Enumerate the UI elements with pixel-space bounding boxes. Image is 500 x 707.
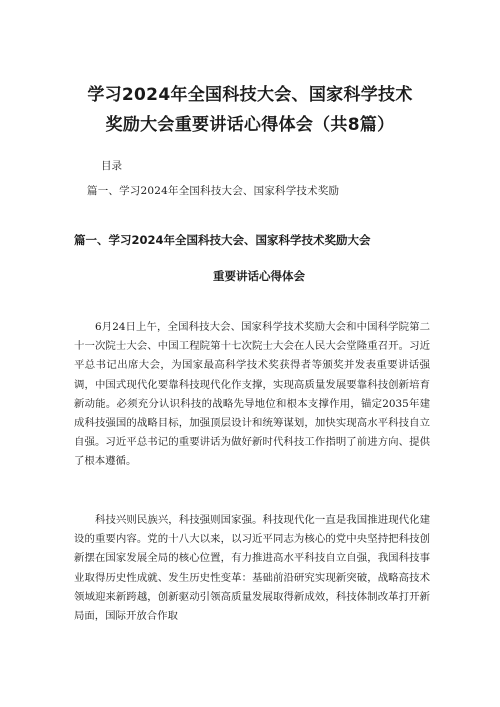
toc-item-1[interactable]: 篇一、学习2024年全国科技大会、国家科学技术奖励 xyxy=(87,185,340,197)
section-heading-line-1: 篇一、学习2024年全国科技大会、国家科学技术奖励大会 xyxy=(74,233,371,247)
body-paragraph-1: 6月24日上午，全国科技大会、国家科学技术奖励大会和中国科学院第二十一次院士大会、中国工程院第十七次院士大会在人民大会堂隆重召开。习近平总书记出席大会，为国家最高科学技术奖获得者等颁奖并发表重要讲话强调，中国式现代化要靠科技现代化作支撑，实现高质量发展要靠科技创新培育新动能。必须充分认识科技的战略先导地位和根本支撑作用，锚定2035年建成科技强国的战略目标，加强顶层设计和统筹谋划，加快实现高水平科技自立自强。习近平总书记的重要讲话为做好新时代科技工作指明了前进方向、提供了根本遵循。 xyxy=(74,321,430,468)
body-paragraph-2: 科技兴则民族兴，科技强则国家强。科技现代化一直是我国推进现代化建设的重要内容。党的十八大以来，以习近平同志为核心的党中央坚持把科技创新摆在国家发展全局的核心位置，有力推进高水平科技自立自强，我国科技事业取得历史性成就、发生历史性变革：基础前沿研究实现新突破，战略高技术领域迎来新跨越，创新驱动引领高质量发展取得新成效，科技体制改革打开新局面，国际开放合作取 xyxy=(74,514,430,623)
section-heading-line-2: 重要讲话心得体会 xyxy=(213,269,305,283)
document-title-line-2: 奖励大会重要讲话心得体会（共8篇） xyxy=(105,115,395,135)
document-title-line-1: 学习2024年全国科技大会、国家科学技术 xyxy=(87,85,413,105)
toc-label: 目录 xyxy=(101,160,122,172)
